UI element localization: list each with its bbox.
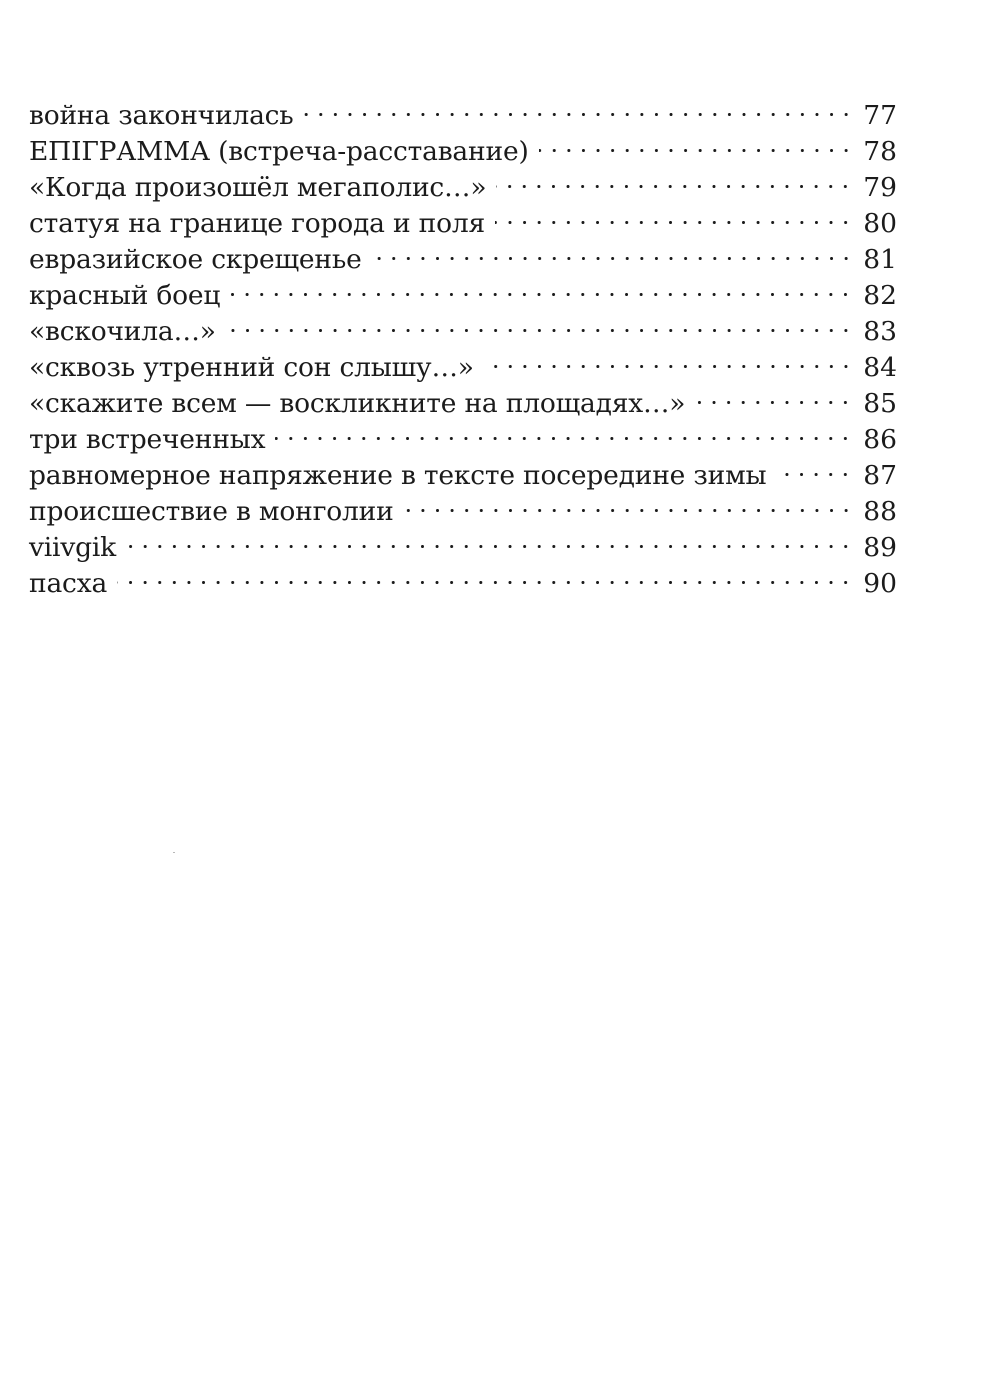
toc-entry-title: статуя на границе города и поля bbox=[29, 208, 486, 239]
toc-entry-page-number: 80 bbox=[863, 208, 897, 239]
dot-leader bbox=[117, 556, 853, 592]
toc-entry-page-number: 87 bbox=[863, 460, 897, 491]
toc-entry-page-number: 79 bbox=[863, 172, 897, 203]
toc-entry-page-number: 85 bbox=[863, 388, 897, 419]
dot-leader bbox=[304, 88, 853, 124]
toc-entry-page-number: 86 bbox=[863, 424, 897, 455]
dot-leader bbox=[226, 304, 853, 340]
toc-entry-title: евразийское скрещенье bbox=[29, 244, 362, 275]
toc-entry-page-number: 90 bbox=[863, 568, 897, 599]
toc-entry-title: «скажите всем — воскликните на площадях…» bbox=[29, 388, 686, 419]
dot-leader bbox=[126, 520, 853, 556]
toc-entry-page-number: 83 bbox=[863, 316, 897, 347]
toc-entry-page-number: 82 bbox=[863, 280, 897, 311]
scan-speck bbox=[173, 852, 175, 853]
toc-entry-title: происшествие в монголии bbox=[29, 496, 394, 527]
toc-entry-title: ЕПIГРАММА (встреча-расставание) bbox=[29, 136, 529, 167]
toc-entry-title: viivgik bbox=[29, 532, 116, 563]
toc-entry-title: «Когда произошёл мегаполис…» bbox=[29, 172, 487, 203]
toc-entry-page-number: 84 bbox=[863, 352, 897, 383]
toc-entry-title: война закончилась bbox=[29, 100, 294, 131]
toc-entry-title: красный боец bbox=[29, 280, 221, 311]
dot-leader bbox=[275, 412, 853, 448]
dot-leader bbox=[539, 124, 853, 160]
toc-entry-title: равномерное напряжение в тексте посередине зимы bbox=[29, 460, 767, 491]
toc-entry bbox=[29, 520, 897, 563]
dot-leader bbox=[495, 196, 853, 232]
table-of-contents bbox=[29, 88, 897, 599]
toc-entry-page-number: 78 bbox=[863, 136, 897, 167]
dot-leader bbox=[695, 376, 853, 412]
toc-entry-title: «сквозь утренний сон слышу…» bbox=[29, 352, 474, 383]
dot-leader bbox=[484, 340, 853, 376]
toc-entry-title: три встреченных bbox=[29, 424, 266, 455]
toc-entry-page-number: 81 bbox=[863, 244, 897, 275]
dot-leader bbox=[496, 160, 853, 196]
toc-entry-page-number: 89 bbox=[863, 532, 897, 563]
dot-leader bbox=[230, 268, 853, 304]
toc-entry bbox=[29, 88, 897, 131]
toc-entry bbox=[29, 556, 897, 599]
dot-leader bbox=[776, 448, 853, 484]
toc-entry-page-number: 88 bbox=[863, 496, 897, 527]
toc-entry-page-number: 77 bbox=[863, 100, 897, 131]
dot-leader bbox=[404, 484, 853, 520]
toc-entry-title: пасха bbox=[29, 568, 108, 599]
toc-entry-title: «вскочила…» bbox=[29, 316, 216, 347]
dot-leader bbox=[372, 232, 853, 268]
